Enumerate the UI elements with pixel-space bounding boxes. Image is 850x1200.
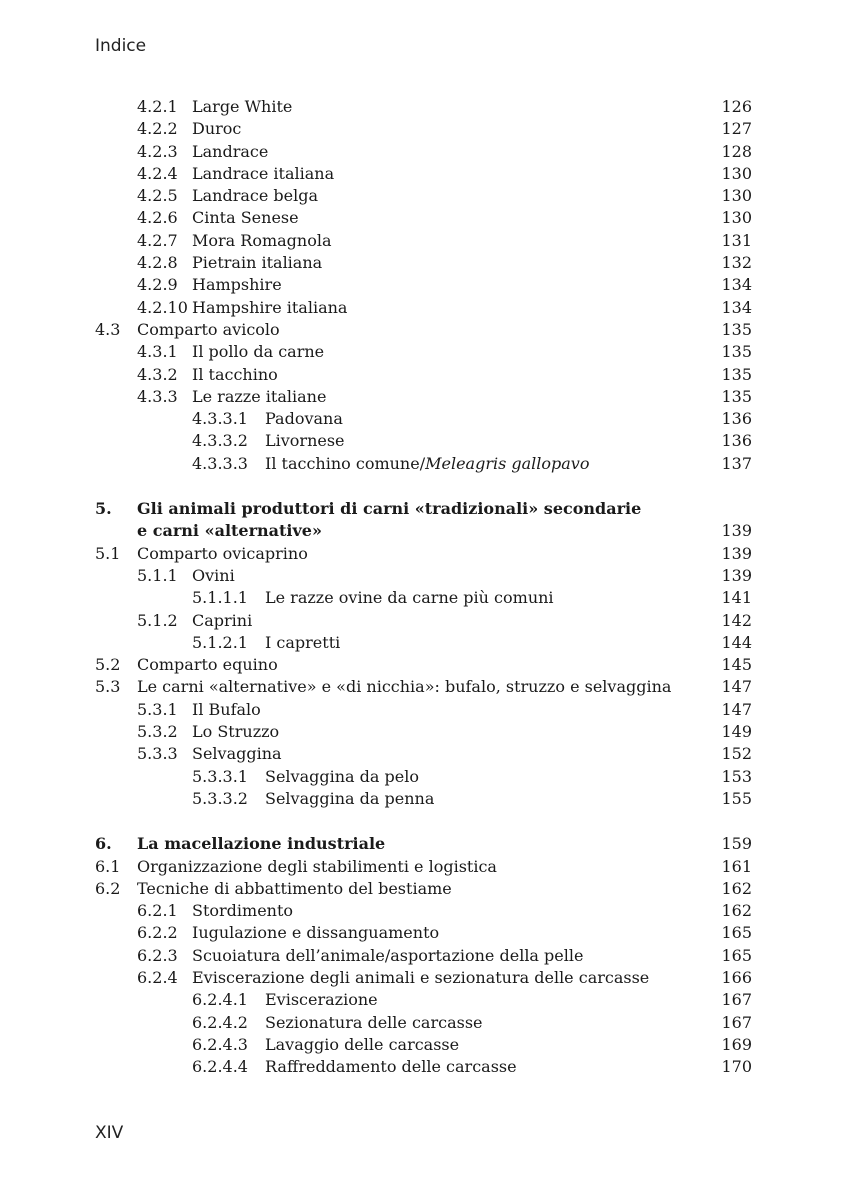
chapter-page: 139 [721, 521, 752, 541]
toc-entry-title: Le razze ovine da carne più comuni [265, 588, 554, 608]
toc-entry [95, 676, 752, 698]
toc-entry-number: 6.2.4.3 [192, 1034, 248, 1054]
toc-entry-number: 4.3.3 [137, 386, 178, 406]
toc-entry-page: 165 [721, 945, 752, 965]
toc-entry [95, 185, 752, 207]
toc-entry-title-italic: Meleagris gallopavo [425, 453, 590, 473]
toc-entry-number: 5.3.3 [137, 744, 178, 764]
toc-entry-number: 4.2.7 [137, 230, 178, 250]
toc-entry-title: Stordimento [192, 901, 294, 921]
toc-entry-page: 132 [721, 253, 752, 273]
toc-entry-page: 131 [721, 230, 752, 250]
toc-entry-number: 5.3.1 [137, 699, 178, 719]
toc-entry-number: 5.2 [95, 655, 121, 675]
toc-entry-title: Hampshire [192, 275, 282, 295]
toc-entry-title: Le razze italiane [192, 386, 327, 406]
toc-entry-page: 130 [721, 208, 752, 228]
toc-entry-page: 149 [721, 722, 752, 742]
chapter-number: 6. [95, 834, 112, 854]
toc-entry [95, 297, 752, 319]
chapter-heading [95, 833, 752, 855]
toc-entry-number: 4.2.8 [137, 253, 178, 273]
chapter-page: 159 [721, 834, 752, 854]
toc-entry-number: 4.3.1 [137, 342, 178, 362]
toc-entry [95, 654, 752, 676]
toc-entry [95, 989, 752, 1011]
toc-entry-number: 4.2.2 [137, 119, 178, 139]
running-header: Indice [95, 36, 147, 56]
toc-entry-title: Tecniche di abbattimento del bestiame [137, 878, 452, 898]
toc-entry [95, 96, 752, 118]
toc-entry-title: Eviscerazione [265, 990, 378, 1010]
toc-entry [95, 1034, 752, 1056]
toc-entry [95, 743, 752, 765]
toc-entry [95, 252, 752, 274]
toc-entry-number: 5.1.1 [137, 565, 178, 585]
toc-entry-title: Le carni «alternative» e «di nicchia»: bufalo, struzzo e selvaggina [137, 677, 672, 697]
toc-entry-title: Large White [192, 97, 293, 116]
toc-entry-page: 167 [721, 1012, 752, 1032]
toc-entry-number: 6.2.4.2 [192, 1012, 248, 1032]
toc-entry-title: Landrace belga [192, 186, 319, 206]
toc-entry-number: 4.2.4 [137, 163, 178, 183]
toc-entry-page: 135 [721, 342, 752, 362]
toc-entry-number: 4.2.10 [137, 297, 188, 317]
toc-entry [95, 721, 752, 743]
chapter-title: Gli animali produttori di carni «tradizionali» secondarie [137, 499, 642, 519]
toc-entry-number: 5.1.2 [137, 610, 178, 630]
toc-entry [95, 408, 752, 430]
toc-entry-number: 6.2.4.4 [192, 1057, 248, 1077]
toc-entry-number: 4.2.1 [137, 97, 178, 116]
toc-entry-page: 162 [721, 878, 752, 898]
chapter-title: La macellazione industriale [137, 834, 386, 854]
toc-entry-page: 136 [721, 431, 752, 451]
toc-entry [95, 364, 752, 386]
toc-entry-page: 128 [721, 141, 752, 161]
toc-entry-number: 4.2.6 [137, 208, 178, 228]
toc-entry-page: 139 [721, 565, 752, 585]
toc-entry [95, 341, 752, 363]
toc-entry-title: Lo Struzzo [192, 722, 280, 742]
toc-entry-number: 4.3.3.3 [192, 453, 248, 473]
toc-entry [95, 967, 752, 989]
toc-entry-page: 147 [721, 677, 752, 697]
toc-entry-number: 4.2.3 [137, 141, 178, 161]
toc-entry [95, 141, 752, 163]
toc-entry-page: 135 [721, 386, 752, 406]
toc-entry-title: Organizzazione degli stabilimenti e logistica [137, 856, 497, 876]
toc-entry-title: Iugulazione e dissanguamento [192, 923, 440, 943]
toc-entry-page: 136 [721, 409, 752, 429]
toc-entry [95, 699, 752, 721]
toc-entry-title: Landrace italiana [192, 163, 335, 183]
toc-entry [95, 945, 752, 967]
toc-entry-title-plain: Il tacchino comune/ [265, 453, 426, 473]
toc-entry-page: 166 [721, 967, 752, 987]
toc-entry-number: 5.1.2.1 [192, 632, 248, 652]
toc-entry-title: Selvaggina da penna [265, 788, 435, 808]
toc-entry [95, 766, 752, 788]
toc-entry-title: Pietrain italiana [192, 253, 323, 273]
toc-entry-number: 6.1 [95, 856, 121, 876]
chapter-title-continued: e carni «alternative» [137, 521, 322, 541]
toc-entry-page: 139 [721, 543, 752, 563]
toc-entry [95, 543, 752, 565]
toc-entry [95, 1012, 752, 1034]
toc-entry-number: 4.2.5 [137, 186, 178, 206]
toc-entry-page: 130 [721, 163, 752, 183]
toc-entry-title: Scuoiatura dell’animale/asportazione della pelle [192, 945, 584, 965]
toc-entry-title: I capretti [265, 632, 341, 652]
toc-entry-page: 130 [721, 186, 752, 206]
toc-entry-page: 152 [721, 744, 752, 764]
toc-entry-number: 6.2.4.1 [192, 990, 248, 1010]
toc-entry-number: 5.3.2 [137, 722, 178, 742]
toc-entry-number: 4.2.9 [137, 275, 178, 295]
toc-entry-page: 155 [721, 788, 752, 808]
toc-entry-number: 5.3.3.2 [192, 788, 248, 808]
chapter-heading-continued [95, 520, 752, 542]
toc-entry [95, 565, 752, 587]
toc-entry [95, 587, 752, 609]
toc-entry-title: Sezionatura delle carcasse [265, 1012, 483, 1032]
toc-entry [95, 207, 752, 229]
toc-entry-number: 4.3 [95, 319, 121, 339]
toc-entry-title: Il pollo da carne [192, 342, 325, 362]
toc-entry [95, 788, 752, 810]
toc-entry [95, 1056, 752, 1078]
toc-entry-title: Cinta Senese [192, 208, 299, 228]
toc-entry-title: Il tacchino [192, 364, 278, 384]
toc-entry-title: Il Bufalo [192, 699, 261, 719]
toc-entry-page: 161 [721, 856, 752, 876]
toc-entry-number: 5.3.3.1 [192, 766, 248, 786]
toc-entry-number: 4.3.2 [137, 364, 178, 384]
toc-entry-page: 153 [721, 766, 752, 786]
toc-entry-number: 4.3.3.1 [192, 409, 248, 429]
toc-entry-title: Raffreddamento delle carcasse [265, 1057, 517, 1077]
toc-entry [95, 900, 752, 922]
toc-entry [95, 610, 752, 632]
chapter-heading [95, 498, 752, 520]
table-of-contents [95, 96, 752, 1078]
toc-entry-page: 162 [721, 901, 752, 921]
toc-entry-page: 165 [721, 923, 752, 943]
toc-entry-title: Lavaggio delle carcasse [265, 1034, 460, 1054]
toc-entry-title: Ovini [192, 565, 235, 585]
toc-entry-number: 6.2 [95, 878, 121, 898]
toc-entry-title: Selvaggina da pelo [265, 766, 419, 786]
toc-entry-page: 145 [721, 655, 752, 675]
toc-entry-title: Eviscerazione degli animali e sezionatura delle carcasse [192, 967, 650, 987]
toc-entry-page: 137 [721, 453, 752, 473]
toc-entry-number: 4.3.3.2 [192, 431, 248, 451]
toc-entry-page: 135 [721, 319, 752, 339]
toc-entry-page: 142 [721, 610, 752, 630]
toc-entry-title: Caprini [192, 610, 253, 630]
toc-entry-number: 6.2.2 [137, 923, 178, 943]
toc-entry-number: 6.2.4 [137, 967, 178, 987]
toc-entry-title [265, 453, 589, 475]
toc-entry-page: 127 [721, 119, 752, 139]
toc-entry-page: 134 [721, 275, 752, 295]
toc-entry-number: 6.2.3 [137, 945, 178, 965]
toc-entry-title: Comparto ovicaprino [137, 543, 308, 563]
toc-entry-page: 167 [721, 990, 752, 1010]
toc-entry [95, 274, 752, 296]
toc-entry-title: Landrace [192, 141, 269, 161]
toc-entry [95, 319, 752, 341]
toc-entry [95, 922, 752, 944]
toc-entry-page: 126 [721, 97, 752, 116]
toc-entry-page: 135 [721, 364, 752, 384]
toc-entry-number: 5.1 [95, 543, 121, 563]
toc-entry-number: 5.3 [95, 677, 121, 697]
toc-entry [95, 430, 752, 452]
section-spacer [95, 475, 752, 498]
toc-entry [95, 453, 752, 475]
toc-entry-page: 147 [721, 699, 752, 719]
toc-entry-title: Livornese [265, 431, 345, 451]
toc-entry [95, 386, 752, 408]
toc-entry-number: 6.2.1 [137, 901, 178, 921]
toc-entry [95, 118, 752, 140]
toc-entry-title: Padovana [265, 409, 343, 429]
toc-entry-page: 169 [721, 1034, 752, 1054]
toc-entry-title: Comparto avicolo [137, 319, 280, 339]
chapter-number: 5. [95, 499, 112, 519]
toc-entry-page: 141 [721, 588, 752, 608]
toc-entry-page: 170 [721, 1057, 752, 1077]
toc-entry-title: Comparto equino [137, 655, 278, 675]
section-spacer [95, 810, 752, 833]
page-number: XIV [95, 1123, 124, 1143]
toc-entry-title: Hampshire italiana [192, 297, 348, 317]
toc-entry-title: Duroc [192, 119, 242, 139]
toc-entry-title: Selvaggina [192, 744, 282, 764]
toc-entry-title: Mora Romagnola [192, 230, 332, 250]
toc-entry [95, 856, 752, 878]
toc-entry [95, 878, 752, 900]
toc-entry [95, 230, 752, 252]
toc-entry [95, 632, 752, 654]
toc-entry-page: 144 [721, 632, 752, 652]
toc-entry-page: 134 [721, 297, 752, 317]
toc-entry-number: 5.1.1.1 [192, 588, 248, 608]
toc-entry [95, 163, 752, 185]
